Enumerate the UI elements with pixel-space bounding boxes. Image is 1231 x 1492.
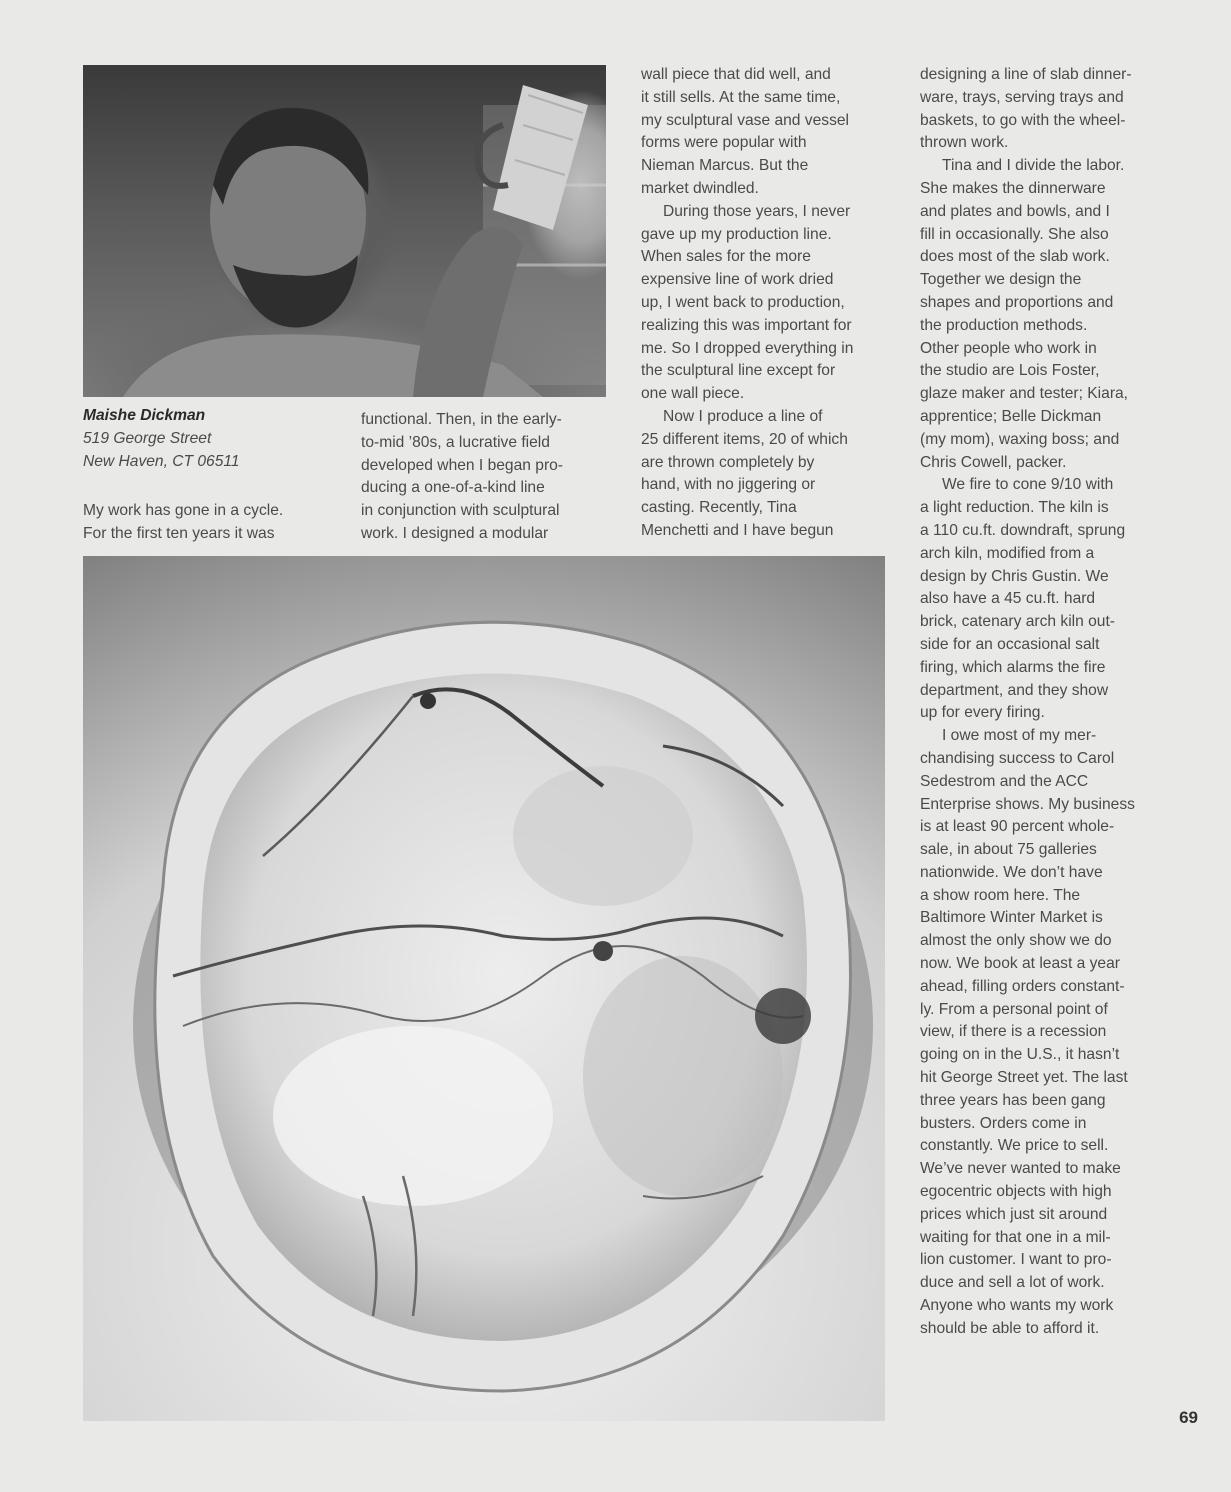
text-line: prices which just sit around [920,1205,1108,1223]
text-line: We’ve never wanted to make [920,1160,1121,1178]
text-line: glaze maker and tester; Kiara, [920,385,1129,403]
text-line: ware, trays, serving trays and [920,88,1124,106]
text-line: hit George Street yet. The last [920,1069,1128,1087]
artist-name: Maishe Dickman [83,407,206,424]
text-line: the studio are Lois Foster, [920,362,1100,380]
text-line: it still sells. At the same time, [641,88,841,106]
text-line: ducing a one-of-a-kind line [361,479,545,497]
text-line: My work has gone in a cycle. [83,502,284,519]
text-line: apprentice; Belle Dickman [920,407,1102,425]
text-line: During those years, I never [663,202,851,220]
text-line: Menchetti and I have begun [641,521,834,539]
text-line: does most of the slab work. [920,248,1110,266]
text-line: realizing this was important for [641,316,852,334]
text-line: She makes the dinnerware [920,179,1106,197]
paragraph [641,64,891,201]
text-line: wall piece that did well, and [641,66,831,83]
text-line: department, and they show [920,681,1109,699]
text-column-3 [641,64,891,543]
text-line: almost the only show we do [920,932,1112,950]
page-number: 69 [1179,1408,1198,1427]
text-line: view, if there is a recession [920,1023,1107,1041]
text-line: baskets, to go with the wheel- [920,111,1126,129]
text-line: busters. Orders come in [920,1114,1087,1132]
text-line: expensive line of work dried [641,271,834,289]
text-line: three years has been gang [920,1091,1106,1109]
text-line: lion customer. I want to pro- [920,1251,1112,1269]
text-line: brick, catenary arch kiln out- [920,613,1115,631]
text-line: arch kiln, modified from a [920,544,1095,562]
text-column-4 [920,64,1172,1341]
text-line: market dwindled. [641,179,759,197]
text-line: nationwide. We don’t have [920,863,1103,881]
text-line: designing a line of slab dinner- [920,66,1132,83]
text-line: hand, with no jiggering or [641,476,816,494]
portrait-photo [83,65,606,397]
text-line: Now I produce a line of [663,407,823,425]
text-column-1 [83,500,338,546]
paragraph [920,725,1172,1341]
text-line: should be able to afford it. [920,1319,1100,1337]
text-line: Together we design the [920,271,1082,289]
text-line: sale, in about 75 galleries [920,841,1097,859]
artist-street: 519 George Street [83,429,212,447]
text-line: When sales for the more [641,248,811,266]
text-line: design by Chris Gustin. We [920,567,1109,585]
text-line: duce and sell a lot of work. [920,1274,1105,1292]
text-line: a show room here. The [920,886,1081,904]
text-line: going on in the U.S., it hasn’t [920,1046,1120,1064]
text-line: For the first ten years it was [83,524,275,542]
text-line: the production methods. [920,316,1088,334]
text-line: also have a 45 cu.ft. hard [920,590,1096,608]
paragraph [920,474,1172,725]
plate-photo [83,556,885,1421]
paragraph [920,64,1172,155]
text-line: functional. Then, in the early- [361,411,562,428]
plate-illustration [83,556,885,1421]
photo-caption [83,405,338,473]
text-line: side for an occasional salt [920,635,1100,653]
text-line: firing, which alarms the fire [920,658,1106,676]
text-line: casting. Recently, Tina [641,499,797,517]
text-line: constantly. We price to sell. [920,1137,1109,1155]
text-line: waiting for that one in a mil- [920,1228,1111,1246]
text-line: one wall piece. [641,385,745,403]
text-line: Tina and I divide the labor. [942,157,1125,175]
text-column-2 [361,409,611,546]
text-line: a light reduction. The kiln is [920,499,1109,517]
text-line: up, I went back to production, [641,293,845,311]
text-line: developed when I began pro- [361,456,564,474]
text-line: We fire to cone 9/10 with [942,476,1114,494]
text-line: Other people who work in [920,339,1097,357]
text-line: thrown work. [920,134,1009,152]
text-line: are thrown completely by [641,453,815,471]
paragraph [641,201,891,406]
paragraph [920,155,1172,474]
text-line: to-mid ’80s, a lucrative field [361,433,550,451]
text-line: I owe most of my mer- [942,727,1097,745]
text-line: gave up my production line. [641,225,832,243]
text-line: shapes and proportions and [920,293,1114,311]
text-line: forms were popular with [641,134,807,152]
text-line: now. We book at least a year [920,955,1120,973]
text-line: (my mom), waxing boss; and [920,430,1120,448]
text-line: Anyone who wants my work [920,1297,1114,1315]
paragraph [641,406,891,543]
text-line: me. So I dropped everything in [641,339,854,357]
text-line: my sculptural vase and vessel [641,111,850,129]
text-line: egocentric objects with high [920,1183,1112,1201]
text-line: Chris Cowell, packer. [920,453,1067,471]
text-line: ahead, filling orders constant- [920,977,1125,995]
artist-city: New Haven, CT 06511 [83,452,240,470]
text-line: is at least 90 percent whole- [920,818,1115,836]
text-line: Baltimore Winter Market is [920,909,1103,927]
text-line: ly. From a personal point of [920,1000,1108,1018]
text-line: 25 different items, 20 of which [641,430,848,448]
text-line: chandising success to Carol [920,749,1115,767]
text-line: up for every firing. [920,704,1045,722]
text-line: Nieman Marcus. But the [641,157,809,175]
text-line: and plates and bowls, and I [920,202,1110,220]
text-line: Enterprise shows. My business [920,795,1135,813]
text-line: Sedestrom and the ACC [920,772,1089,790]
text-line: fill in occasionally. She also [920,225,1109,243]
text-line: in conjunction with sculptural [361,502,560,520]
text-line: work. I designed a modular [361,524,549,542]
text-line: a 110 cu.ft. downdraft, sprung [920,521,1126,539]
text-line: the sculptural line except for [641,362,836,380]
portrait-illustration [83,65,606,397]
